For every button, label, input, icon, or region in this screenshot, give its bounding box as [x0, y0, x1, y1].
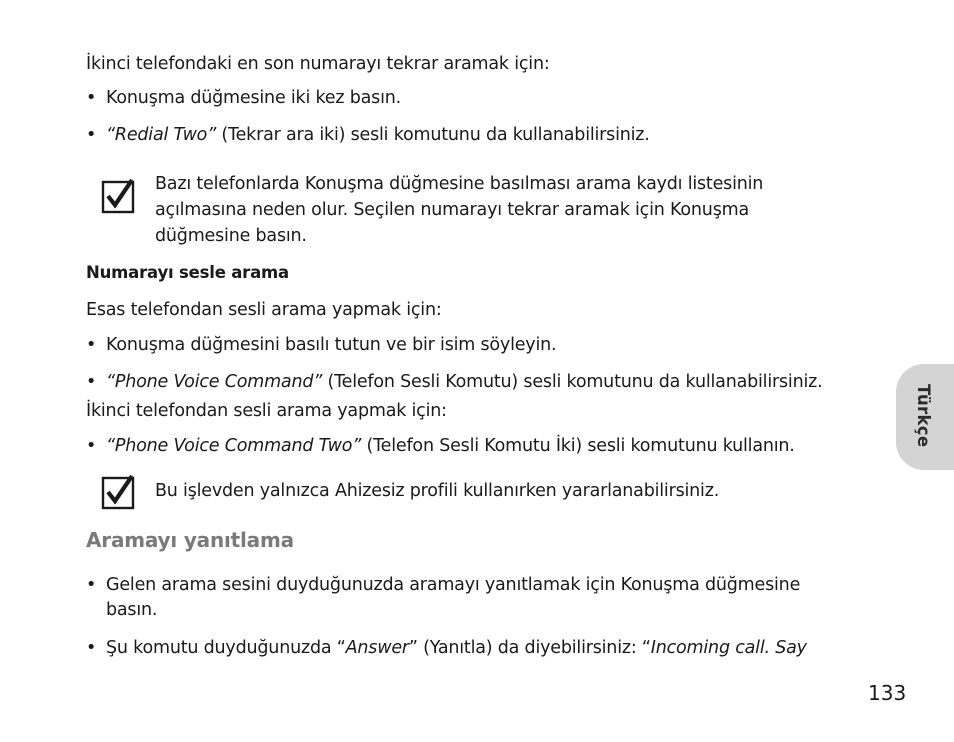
checkbox-check-icon: [101, 474, 137, 510]
bullet-text: (Tekrar ara iki) sesli komutunu da kullanabilirsiniz.: [216, 125, 650, 145]
redial-bullet-2: [106, 123, 650, 147]
voice-dial-second-intro: İkinci telefondan sesli arama yapmak için:: [86, 401, 447, 421]
note-1-line-2: açılmasına neden olur. Seçilen numarayı tekrar aramak için Konuşma: [155, 200, 749, 220]
voice-dial-main-bullet-1: Konuşma düğmesini basılı tutun ve bir isim söyleyin.: [106, 335, 557, 355]
bullet-dot: •: [86, 575, 97, 595]
voice-command-name: “Redial Two”: [106, 125, 217, 145]
note-2-text: Bu işlevden yalnızca Ahizesiz profili kullanırken yararlanabilirsiniz.: [155, 481, 720, 501]
answer-bullet-1-line-2: basın.: [106, 600, 158, 620]
bullet-dot: •: [86, 88, 97, 108]
bullet-dot: •: [86, 335, 97, 355]
bullet-text: ” (Yanıtla) da diyebilirsiniz: “: [408, 638, 651, 658]
bullet-text: (Telefon Sesli Komutu) sesli komutunu da kullanabilirsiniz.: [322, 372, 823, 392]
voice-command-name: “Phone Voice Command Two”: [106, 436, 362, 456]
redial-bullet-1: Konuşma düğmesine iki kez basın.: [106, 88, 401, 108]
voice-dial-main-intro: Esas telefondan sesli arama yapmak için:: [86, 300, 442, 320]
note-1-line-1: Bazı telefonlarda Konuşma düğmesine basılması arama kaydı listesinin: [155, 174, 764, 194]
voice-dial-main-bullet-2: [106, 370, 822, 394]
bullet-dot: •: [86, 372, 97, 392]
bullet-dot: •: [86, 436, 97, 456]
voice-dial-second-bullet-1: [106, 434, 795, 458]
bullet-text: Şu komutu duyduğunuzda “: [106, 638, 346, 658]
bullet-dot: •: [86, 125, 97, 145]
bullet-dot: •: [86, 638, 97, 658]
voice-command-name: Answer: [345, 638, 409, 658]
answer-bullet-1-line-1: Gelen arama sesini duyduğunuzda aramayı yanıtlamak için Konuşma düğmesine: [106, 575, 801, 595]
voice-prompt-text: Incoming call. Say: [650, 638, 807, 658]
page-number: 133: [868, 681, 907, 705]
note-1-line-3: düğmesine basın.: [155, 226, 307, 246]
voice-dial-heading: Numarayı sesle arama: [86, 263, 289, 282]
answer-bullet-2: [106, 636, 807, 660]
redial-intro: İkinci telefondaki en son numarayı tekrar aramak için:: [86, 54, 550, 74]
bullet-text: (Telefon Sesli Komutu İki) sesli komutunu kullanın.: [361, 436, 795, 456]
checkbox-check-icon: [101, 178, 137, 214]
voice-command-name: “Phone Voice Command”: [106, 372, 323, 392]
language-tab-label: Türkçe: [914, 384, 933, 448]
answer-heading: Aramayı yanıtlama: [86, 528, 294, 552]
